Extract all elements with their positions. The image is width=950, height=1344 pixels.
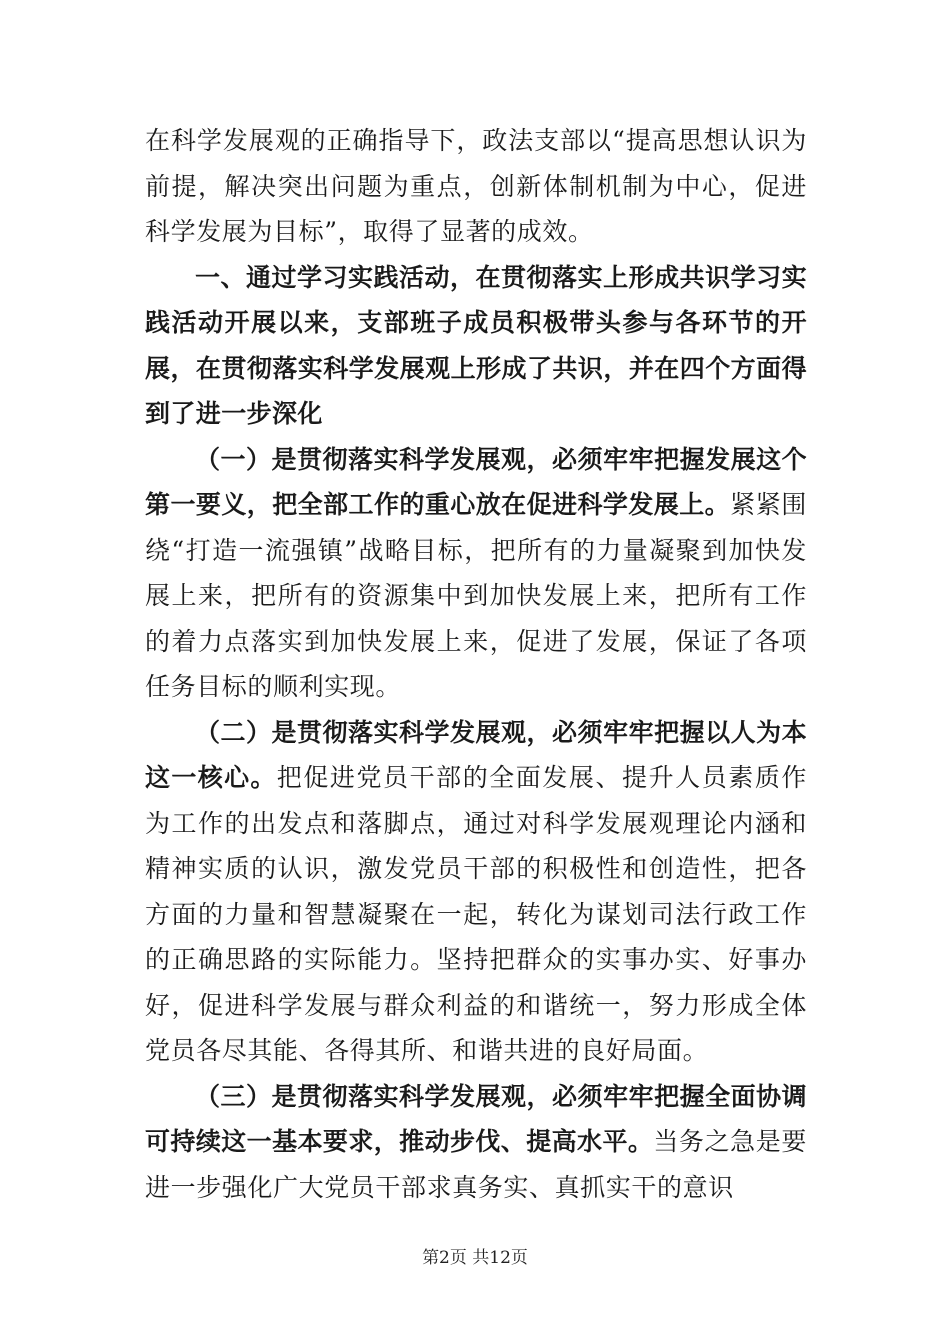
paragraph-intro-text: 在科学发展观的正确指导下，政法支部以“提高思想认识为前提，解决突出问题为重点，创新体制机制为中心，促进科学发展为目标”，取得了显著的成效。 bbox=[145, 126, 807, 246]
section-heading-1 bbox=[145, 255, 807, 437]
paragraph-point-2-bold: （二）是贯彻落实科学发展观，必须牢牢把握以人为本这一核心。 bbox=[145, 717, 807, 792]
paragraph-point-2-text: 把促进党员干部的全面发展、提升人员素质作为工作的出发点和落脚点，通过对科学发展观理论内涵和精神实质的认识，激发党员干部的积极性和创造性，把各方面的力量和智慧凝聚在一起，转化为谋划司法行政工作的正确思路的实际能力。坚持把群众的实事办实、好事办好，促进科学发展与群众利益的和谐统一，努力形成全体党员各尽其能、各得其所、和谐共进的良好局面。 bbox=[145, 763, 807, 1065]
paragraph-point-1-text: 紧紧围绕“打造一流强镇”战略目标，把所有的力量凝聚到加快发展上来，把所有的资源集中到加快发展上来，把所有工作的着力点落实到加快发展上来，促进了发展，保证了各项任务目标的顺利实现。 bbox=[145, 490, 807, 701]
paragraph-point-3-text: 当务之急是要进一步强化广大党员干部求真务实、真抓实干的意识 bbox=[145, 1127, 807, 1202]
page-footer bbox=[0, 1243, 950, 1268]
section-heading-1-bold: 一、通过学习实践活动，在贯彻落实上形成共识学习实践活动开展以来，支部班子成员积极带头参与各环节的开展，在贯彻落实科学发展观上形成了共识，并在四个方面得到了进一步深化 bbox=[145, 262, 807, 428]
paragraph-point-2 bbox=[145, 710, 807, 1074]
page-number-label: 第2页 共12页 bbox=[422, 1248, 528, 1268]
paragraph-point-1-bold: （一）是贯彻落实科学发展观，必须牢牢把握发展这个第一要义，把全部工作的重心放在促进科学发展上。 bbox=[145, 444, 807, 519]
document-body bbox=[145, 118, 807, 1210]
paragraph-point-1 bbox=[145, 437, 807, 710]
paragraph-point-3-bold: （三）是贯彻落实科学发展观，必须牢牢把握全面协调可持续这一基本要求，推动步伐、提高水平。 bbox=[145, 1081, 807, 1156]
paragraph-intro bbox=[145, 118, 807, 255]
paragraph-point-3 bbox=[145, 1074, 807, 1211]
